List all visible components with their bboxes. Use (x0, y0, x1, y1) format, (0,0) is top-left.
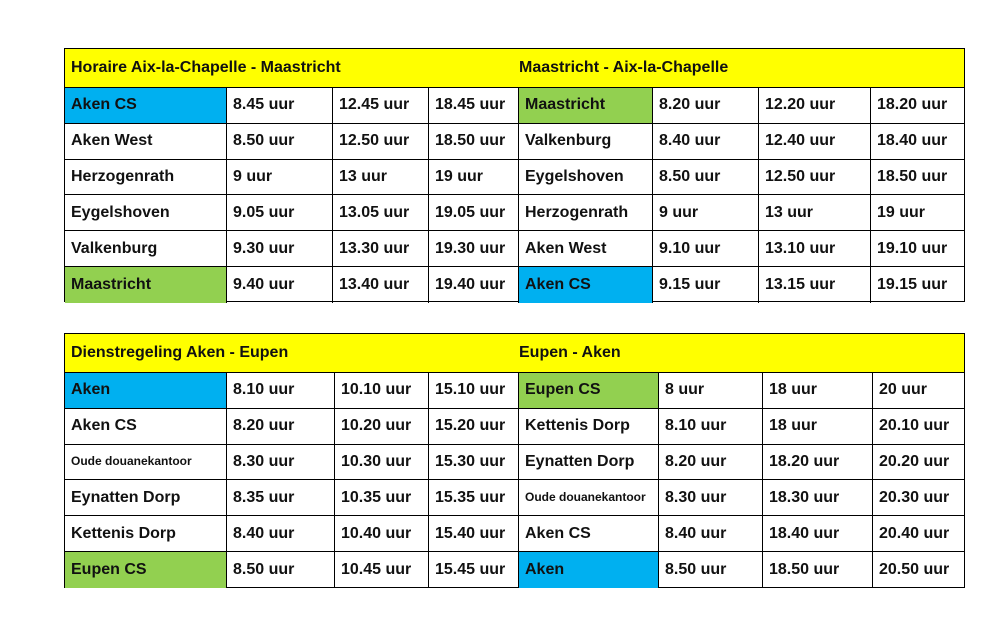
time-cell: 8.20 uur (659, 445, 763, 481)
time-cell: 18.50 uur (429, 124, 519, 160)
time-cell: 8.40 uur (653, 124, 759, 160)
time-cell: 12.50 uur (759, 160, 871, 196)
time-cell: 20.20 uur (873, 445, 965, 481)
time-cell: 19 uur (871, 195, 965, 231)
station-cell: Aken West (65, 124, 227, 160)
time-cell: 15.40 uur (429, 516, 519, 552)
time-cell: 18.30 uur (763, 480, 873, 516)
station-cell: Maastricht (65, 267, 227, 303)
time-cell: 18.40 uur (763, 516, 873, 552)
time-cell: 12.45 uur (333, 88, 429, 124)
station-cell: Eygelshoven (65, 195, 227, 231)
title-left: Horaire Aix-la-Chapelle - Maastricht (71, 59, 341, 76)
time-cell: 8.30 uur (227, 445, 335, 481)
time-cell: 8.40 uur (227, 516, 335, 552)
time-cell: 18 uur (763, 373, 873, 409)
station-cell: Aken West (519, 231, 653, 267)
station-cell: Eynatten Dorp (519, 445, 659, 481)
time-cell: 12.40 uur (759, 124, 871, 160)
time-cell: 19.30 uur (429, 231, 519, 267)
table-header (65, 334, 964, 373)
time-cell: 8.35 uur (227, 480, 335, 516)
time-cell: 15.20 uur (429, 409, 519, 445)
time-cell: 13.10 uur (759, 231, 871, 267)
time-cell: 15.30 uur (429, 445, 519, 481)
time-cell: 10.20 uur (335, 409, 429, 445)
time-cell: 20 uur (873, 373, 965, 409)
station-cell: Eynatten Dorp (65, 480, 227, 516)
time-cell: 8.40 uur (659, 516, 763, 552)
table-body (65, 373, 964, 587)
station-cell: Oude douanekantoor (519, 480, 659, 516)
time-cell: 15.10 uur (429, 373, 519, 409)
station-cell: Herzogenrath (519, 195, 653, 231)
station-cell: Maastricht (519, 88, 653, 124)
time-cell: 19.40 uur (429, 267, 519, 303)
time-cell: 10.45 uur (335, 552, 429, 588)
time-cell: 9 uur (653, 195, 759, 231)
station-cell: Aken CS (65, 409, 227, 445)
time-cell: 8.50 uur (659, 552, 763, 588)
station-cell: Aken (519, 552, 659, 588)
time-cell: 13.05 uur (333, 195, 429, 231)
time-cell: 8 uur (659, 373, 763, 409)
time-cell: 10.30 uur (335, 445, 429, 481)
time-cell: 8.50 uur (653, 160, 759, 196)
station-cell: Eupen CS (65, 552, 227, 588)
time-cell: 8.20 uur (653, 88, 759, 124)
time-cell: 8.10 uur (227, 373, 335, 409)
time-cell: 20.10 uur (873, 409, 965, 445)
time-cell: 10.10 uur (335, 373, 429, 409)
time-cell: 13.30 uur (333, 231, 429, 267)
time-cell: 8.50 uur (227, 124, 333, 160)
time-cell: 8.30 uur (659, 480, 763, 516)
time-cell: 13 uur (759, 195, 871, 231)
time-cell: 15.35 uur (429, 480, 519, 516)
station-cell: Oude douanekantoor (65, 445, 227, 481)
time-cell: 20.50 uur (879, 560, 950, 578)
time-cell: 18 uur (763, 409, 873, 445)
station-cell: Eygelshoven (519, 160, 653, 196)
station-cell: Valkenburg (519, 124, 653, 160)
time-cell: 18.45 uur (429, 88, 519, 124)
time-cell: 19.05 uur (429, 195, 519, 231)
title-right: Eupen - Aken (519, 344, 621, 361)
time-cell: 13.40 uur (333, 267, 429, 303)
station-cell: Aken (65, 373, 227, 409)
schedule-table-aachen-eupen (64, 333, 965, 588)
time-cell: 15.45 uur (429, 552, 519, 588)
time-cell: 18.50 uur (871, 160, 965, 196)
time-cell: 9.05 uur (227, 195, 333, 231)
title-left: Dienstregeling Aken - Eupen (71, 344, 289, 361)
time-cell: 9 uur (227, 160, 333, 196)
time-cell: 19.10 uur (871, 231, 965, 267)
time-cell: 12.20 uur (759, 88, 871, 124)
station-cell: Herzogenrath (65, 160, 227, 196)
time-cell: 8.20 uur (227, 409, 335, 445)
time-cell: 19 uur (429, 160, 519, 196)
time-cell: 8.45 uur (227, 88, 333, 124)
table-header (65, 49, 964, 88)
time-cell: 20.40 uur (873, 516, 965, 552)
time-cell: 13.15 uur (759, 267, 871, 303)
time-cell: 9.10 uur (653, 231, 759, 267)
station-cell: Kettenis Dorp (519, 409, 659, 445)
station-cell: Kettenis Dorp (65, 516, 227, 552)
station-cell: Aken CS (65, 88, 227, 124)
time-cell: 10.40 uur (335, 516, 429, 552)
time-cell: 12.50 uur (333, 124, 429, 160)
time-cell: 9.15 uur (653, 267, 759, 303)
station-cell: Aken CS (519, 267, 653, 303)
time-cell: 18.50 uur (763, 552, 873, 588)
station-cell: Eupen CS (519, 373, 659, 409)
time-cell: 9.40 uur (227, 267, 333, 303)
time-cell: 18.20 uur (763, 445, 873, 481)
schedule-table-aachen-maastricht (64, 48, 965, 302)
time-cell: 18.40 uur (871, 124, 965, 160)
station-cell: Aken CS (519, 516, 659, 552)
station-cell: Valkenburg (65, 231, 227, 267)
table-body (65, 88, 964, 301)
title-right: Maastricht - Aix-la-Chapelle (519, 59, 729, 76)
time-cell: 19.15 uur (877, 275, 948, 293)
time-cell: 20.30 uur (873, 480, 965, 516)
time-cell: 8.50 uur (227, 552, 335, 588)
time-cell: 10.35 uur (335, 480, 429, 516)
time-cell: 8.10 uur (659, 409, 763, 445)
time-cell: 9.30 uur (227, 231, 333, 267)
time-cell: 18.20 uur (871, 88, 965, 124)
time-cell: 13 uur (333, 160, 429, 196)
